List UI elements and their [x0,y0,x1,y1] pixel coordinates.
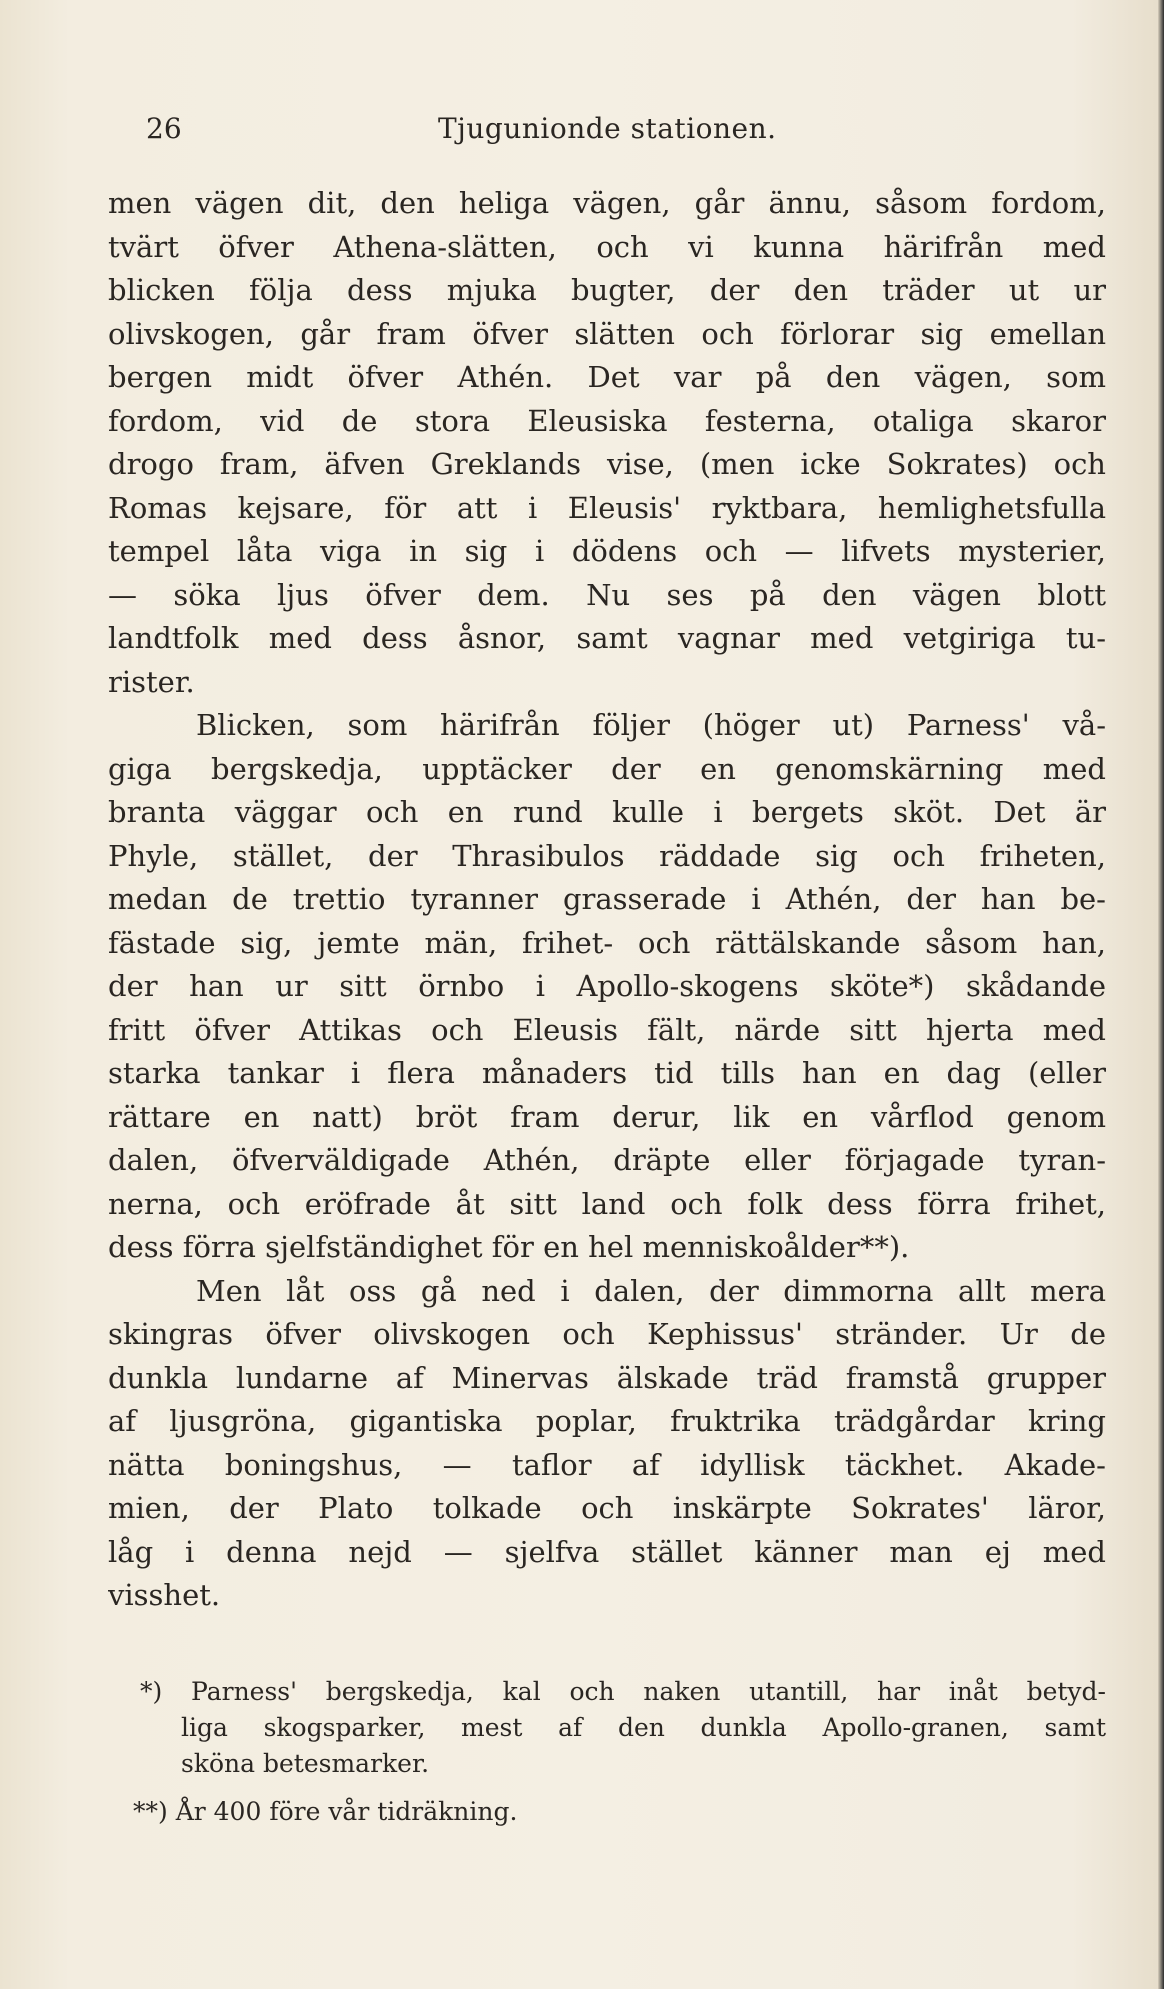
text-line: fritt öfver Attikas och Eleusis fält, närde sitt hjerta med [108,1012,1106,1047]
text-line: Romas kejsare, för att i Eleusis' ryktbara, hemlighetsfulla [108,490,1106,525]
footnote-2: **) År 400 före vår tidräkning. [133,1797,518,1826]
text-line: fästade sig, jemte män, frihet- och rättälskande såsom han, [108,925,1106,960]
text-line: bergen midt öfver Athén. Det var på den vägen, som [108,360,1106,394]
text-line: fordom, vid de stora Eleusiska festerna, otaliga skaror [108,403,1106,438]
text-line: dalen, öfverväldigade Athén, dräpte eller förjagade tyran- [108,1143,1106,1177]
text-line: mien, der Plato tolkade och inskärpte Sokrates' läror, [108,1491,1106,1525]
page-edge [1158,0,1164,1989]
text-line: Men låt oss gå ned i dalen, der dimmorna allt mera [196,1273,1106,1308]
text-line: blicken följa dess mjuka bugter, der den träder ut ur [108,273,1106,307]
text-line: skingras öfver olivskogen och Kephissus' stränder. Ur de [108,1317,1106,1351]
text-line: dunkla lundarne af Minervas älskade träd framstå grupper [108,1360,1106,1395]
text-line: nerna, och eröfrade åt sitt land och folk dess förra frihet, [108,1186,1106,1221]
text-line: rister. [108,664,195,699]
text-line: visshet. [108,1578,221,1612]
footnotes [108,1674,1106,1830]
text-line: låg i denna nejd — sjelfva stället känner man ej med [108,1534,1106,1569]
text-line: tempel låta viga in sig i dödens och — lifvets mysterier, [108,534,1106,568]
text-line: der han ur sitt örnbo i Apollo-skogens sköte*) skådande [108,969,1106,1003]
body-text [108,182,1106,1618]
running-title: Tjugunionde stationen. [438,112,777,145]
text-line: men vägen dit, den heliga vägen, går ännu, såsom fordom, [108,186,1106,220]
text-line: rättare en natt) bröt fram derur, lik en vårflod genom [108,1099,1106,1134]
text-line: nätta boningshus, — taflor af idyllisk täckhet. Akade- [108,1447,1106,1482]
text-line: Phyle, stället, der Thrasibulos räddade sig och friheten, [108,838,1106,873]
text-line: branta väggar och en rund kulle i bergets sköt. Det är [108,795,1106,829]
footnote-1: *) Parness' bergskedja, kal och naken utantill, har inåt betyd- [140,1677,1106,1706]
text-line: tvärt öfver Athena-slätten, och vi kunna härifrån med [108,229,1106,264]
text-line: af ljusgröna, gigantiska poplar, fruktrika trädgårdar kring [108,1404,1106,1438]
footnote-1-continued: sköna betesmarker. [181,1749,430,1778]
text-line: starka tankar i flera månaders tid tills han en dag (eller [108,1056,1106,1090]
footnote-1-continued: liga skogsparker, mest af den dunkla Apollo-granen, samt [181,1713,1106,1742]
text-line: medan de trettio tyranner grasserade i Athén, der han be- [108,882,1106,916]
text-line: landtfolk med dess åsnor, samt vagnar med vetgiriga tu- [108,621,1106,655]
text-line: drogo fram, äfven Greklands vise, (men icke Sokrates) och [108,447,1106,481]
text-line: dess förra sjelfständighet för en hel menniskoålder**). [108,1230,910,1264]
text-line: — söka ljus öfver dem. Nu ses på den vägen blott [108,577,1106,612]
text-line: olivskogen, går fram öfver slätten och förlorar sig emellan [108,316,1106,351]
text-line: giga bergskedja, upptäcker der en genomskärning med [108,751,1106,786]
page-number: 26 [146,112,182,145]
text-line: Blicken, som härifrån följer (höger ut) Parness' vå- [196,708,1106,742]
page-header [146,112,1106,162]
